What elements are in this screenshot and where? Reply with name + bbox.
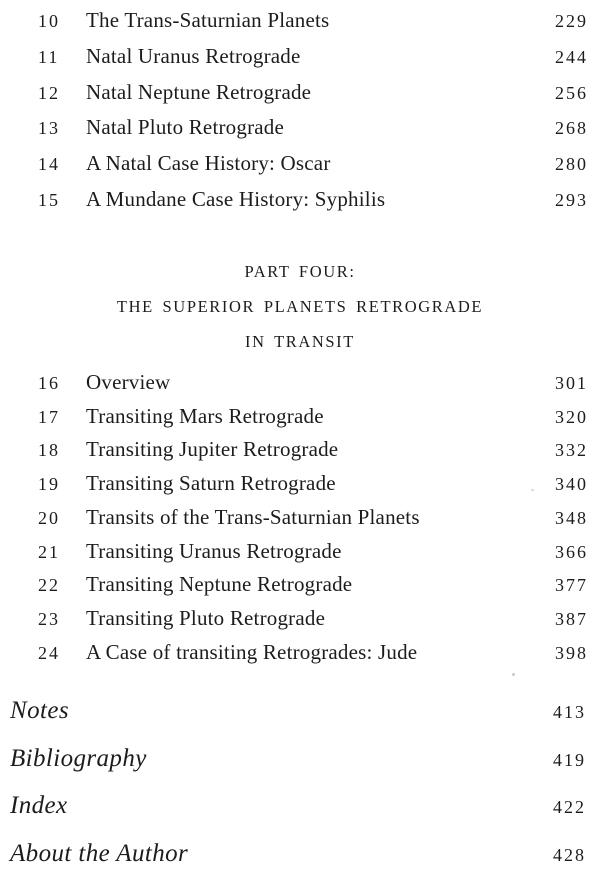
page-number: 229 bbox=[555, 11, 588, 31]
page-number: 419 bbox=[553, 749, 586, 770]
page-number: 428 bbox=[553, 844, 586, 865]
chapter-number: 22 bbox=[38, 575, 60, 596]
page-number: 268 bbox=[555, 118, 588, 139]
chapter-number: 21 bbox=[38, 541, 60, 562]
toc-row bbox=[0, 433, 600, 467]
page-number: 366 bbox=[555, 541, 588, 562]
page-number: 398 bbox=[555, 642, 588, 663]
page-number: 348 bbox=[555, 507, 588, 528]
chapter-number: 20 bbox=[38, 507, 60, 528]
end-matter-row bbox=[0, 688, 600, 736]
chapter-title: Natal Uranus Retrograde bbox=[86, 43, 301, 68]
end-matter-row bbox=[0, 783, 600, 831]
chapter-number: 17 bbox=[38, 406, 60, 427]
page-number: 377 bbox=[555, 575, 588, 596]
chapter-number: 24 bbox=[38, 642, 60, 663]
chapter-number: 19 bbox=[38, 474, 60, 495]
chapter-title: Transiting Pluto Retrograde bbox=[86, 605, 326, 630]
chapter-number: 16 bbox=[38, 373, 60, 393]
end-matter-title: About the Author bbox=[10, 839, 189, 867]
chapter-number: 15 bbox=[38, 189, 60, 210]
chapter-title: Transits of the Trans-Saturnian Planets bbox=[86, 504, 420, 529]
toc-row bbox=[0, 146, 600, 182]
part-heading bbox=[0, 254, 600, 359]
page-number: 422 bbox=[553, 797, 586, 817]
page-number: 320 bbox=[555, 406, 588, 427]
end-matter-row bbox=[0, 831, 600, 877]
toc-row bbox=[0, 400, 600, 434]
end-matter-title: Index bbox=[10, 792, 68, 819]
chapter-number: 18 bbox=[38, 440, 60, 461]
chapter-title: Transiting Neptune Retrograde bbox=[86, 572, 353, 597]
toc-row bbox=[0, 535, 600, 569]
chapter-number: 23 bbox=[38, 608, 60, 629]
toc-row bbox=[0, 366, 600, 400]
page-number: 413 bbox=[553, 702, 586, 722]
toc-row bbox=[0, 467, 600, 501]
end-matter-list bbox=[0, 688, 600, 877]
chapter-list-upper bbox=[0, 3, 600, 218]
toc-row bbox=[0, 501, 600, 535]
chapter-title: Natal Neptune Retrograde bbox=[86, 79, 312, 104]
toc-row bbox=[0, 75, 600, 111]
chapter-title: Transiting Mars Retrograde bbox=[86, 403, 324, 428]
page-number: 280 bbox=[555, 154, 588, 175]
chapter-title: Transiting Saturn Retrograde bbox=[86, 471, 336, 496]
part-heading-line3: IN TRANSIT bbox=[245, 332, 355, 351]
toc-row bbox=[0, 3, 600, 39]
toc-row bbox=[0, 636, 600, 670]
chapter-number: 14 bbox=[38, 154, 60, 175]
scan-speck bbox=[512, 673, 515, 676]
chapter-title: A Case of transiting Retrogrades: Jude bbox=[86, 639, 418, 664]
chapter-title: A Natal Case History: Oscar bbox=[86, 151, 331, 176]
chapter-title: A Mundane Case History: Syphilis bbox=[86, 186, 386, 211]
chapter-title: Transiting Jupiter Retrograde bbox=[86, 437, 339, 462]
scan-speck bbox=[531, 489, 534, 491]
chapter-list-lower bbox=[0, 366, 600, 669]
toc-row bbox=[0, 568, 600, 602]
chapter-number: 11 bbox=[38, 46, 60, 67]
chapter-title: The Trans-Saturnian Planets bbox=[86, 8, 330, 32]
page-number: 332 bbox=[555, 440, 588, 461]
chapter-number: 13 bbox=[38, 118, 60, 139]
toc-row bbox=[0, 602, 600, 636]
chapter-number: 10 bbox=[38, 11, 60, 31]
toc-row bbox=[0, 110, 600, 146]
chapter-title: Natal Pluto Retrograde bbox=[86, 115, 285, 140]
page-number: 244 bbox=[555, 46, 588, 67]
page-number: 293 bbox=[555, 189, 588, 210]
chapter-title: Transiting Uranus Retrograde bbox=[86, 538, 342, 563]
part-heading-line2: THE SUPERIOR PLANETS RETROGRADE bbox=[116, 297, 484, 316]
chapter-title: Overview bbox=[86, 370, 171, 394]
chapter-number: 12 bbox=[38, 82, 60, 103]
page-number: 301 bbox=[555, 373, 588, 393]
toc-row bbox=[0, 182, 600, 218]
page-number: 387 bbox=[555, 608, 588, 629]
end-matter-title: Bibliography bbox=[10, 744, 147, 772]
toc-row bbox=[0, 39, 600, 75]
page-number: 340 bbox=[555, 474, 588, 495]
end-matter-title: Notes bbox=[10, 697, 69, 724]
end-matter-row bbox=[0, 736, 600, 784]
part-heading-line1: PART FOUR: bbox=[244, 262, 356, 281]
page-number: 256 bbox=[555, 82, 588, 103]
